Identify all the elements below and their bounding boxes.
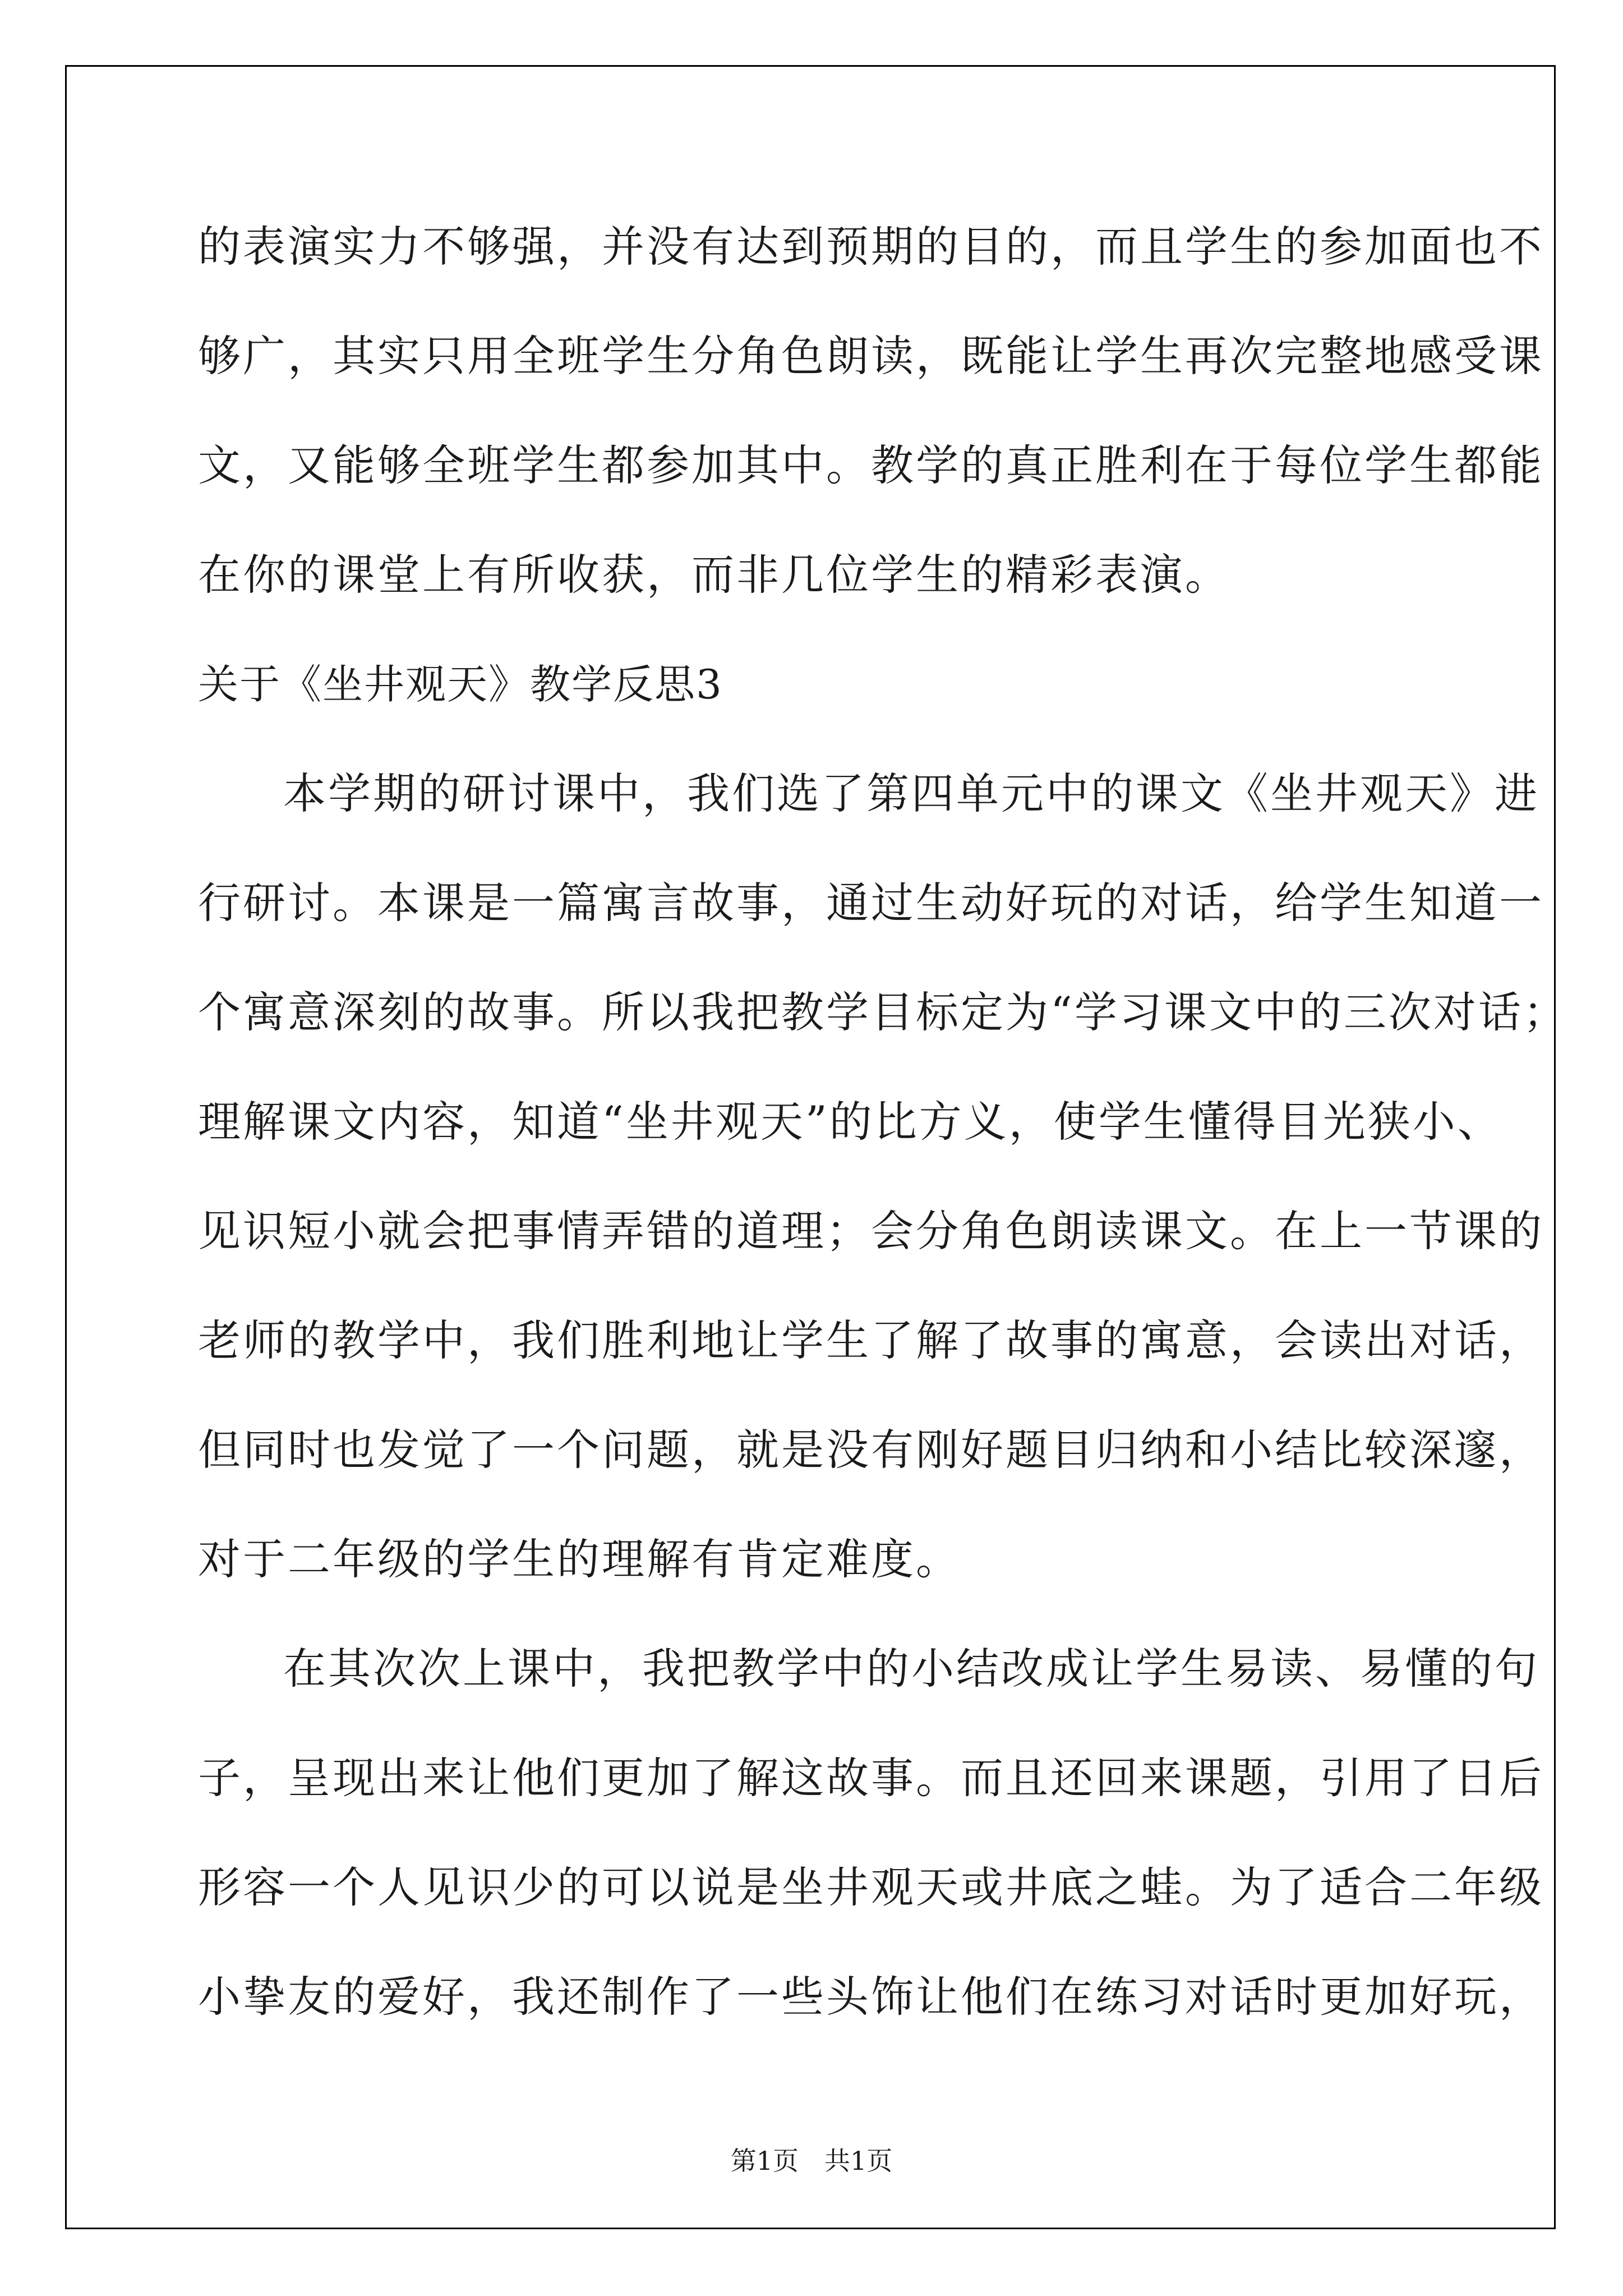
paragraph-line: 但同时也发觉了一个问题，就是没有刚好题目归纳和小结比较深邃， <box>198 1425 1544 1475</box>
page-footer: 第1页 共1页 <box>730 2146 893 2176</box>
paragraph-line: 形容一个人见识少的可以说是坐井观天或井底之蛙。为了适合二年级 <box>198 1862 1544 1912</box>
paragraph-line: 理解课文内容，知道“坐井观天”的比方义，使学生懂得目光狭小、 <box>198 1097 1502 1147</box>
paragraph-line: 本学期的研讨课中，我们选了第四单元中的课文《坐井观天》进 <box>283 769 1539 818</box>
paragraph-line: 老师的教学中，我们胜利地让学生了解了故事的寓意，会读出对话， <box>198 1315 1544 1365</box>
paragraph-line: 在其次次上课中，我把教学中的小结改成让学生易读、易懂的句 <box>283 1644 1539 1694</box>
paragraph-line: 文，又能够全班学生都参加其中。教学的真正胜利在于每位学生都能 <box>198 440 1544 490</box>
paragraph-line: 的表演实力不够强，并没有达到预期的目的，而且学生的参加面也不 <box>198 222 1544 272</box>
paragraph-line: 子，呈现出来让他们更加了解这故事。而且还回来课题，引用了日后 <box>198 1753 1544 1803</box>
paragraph-line: 行研讨。本课是一篇寓言故事，通过生动好玩的对话，给学生知道一 <box>198 878 1544 928</box>
paragraph-line: 见识短小就会把事情弄错的道理；会分角色朗读课文。在上一节课的 <box>198 1206 1544 1256</box>
paragraph-line: 个寓意深刻的故事。所以我把教学目标定为“学习课文中的三次对话； <box>198 987 1568 1037</box>
paragraph-line: 在你的课堂上有所收获，而非几位学生的精彩表演。 <box>198 550 1230 600</box>
paragraph-line: 小挚友的爱好，我还制作了一些头饰让他们在练习对话时更加好玩， <box>198 1972 1544 2022</box>
section-heading: 关于《坐井观天》教学反思3 <box>198 661 723 708</box>
paragraph-line: 够广，其实只用全班学生分角色朗读，既能让学生再次完整地感受课 <box>198 331 1544 381</box>
paragraph-line: 对于二年级的学生的理解有肯定难度。 <box>198 1534 961 1584</box>
